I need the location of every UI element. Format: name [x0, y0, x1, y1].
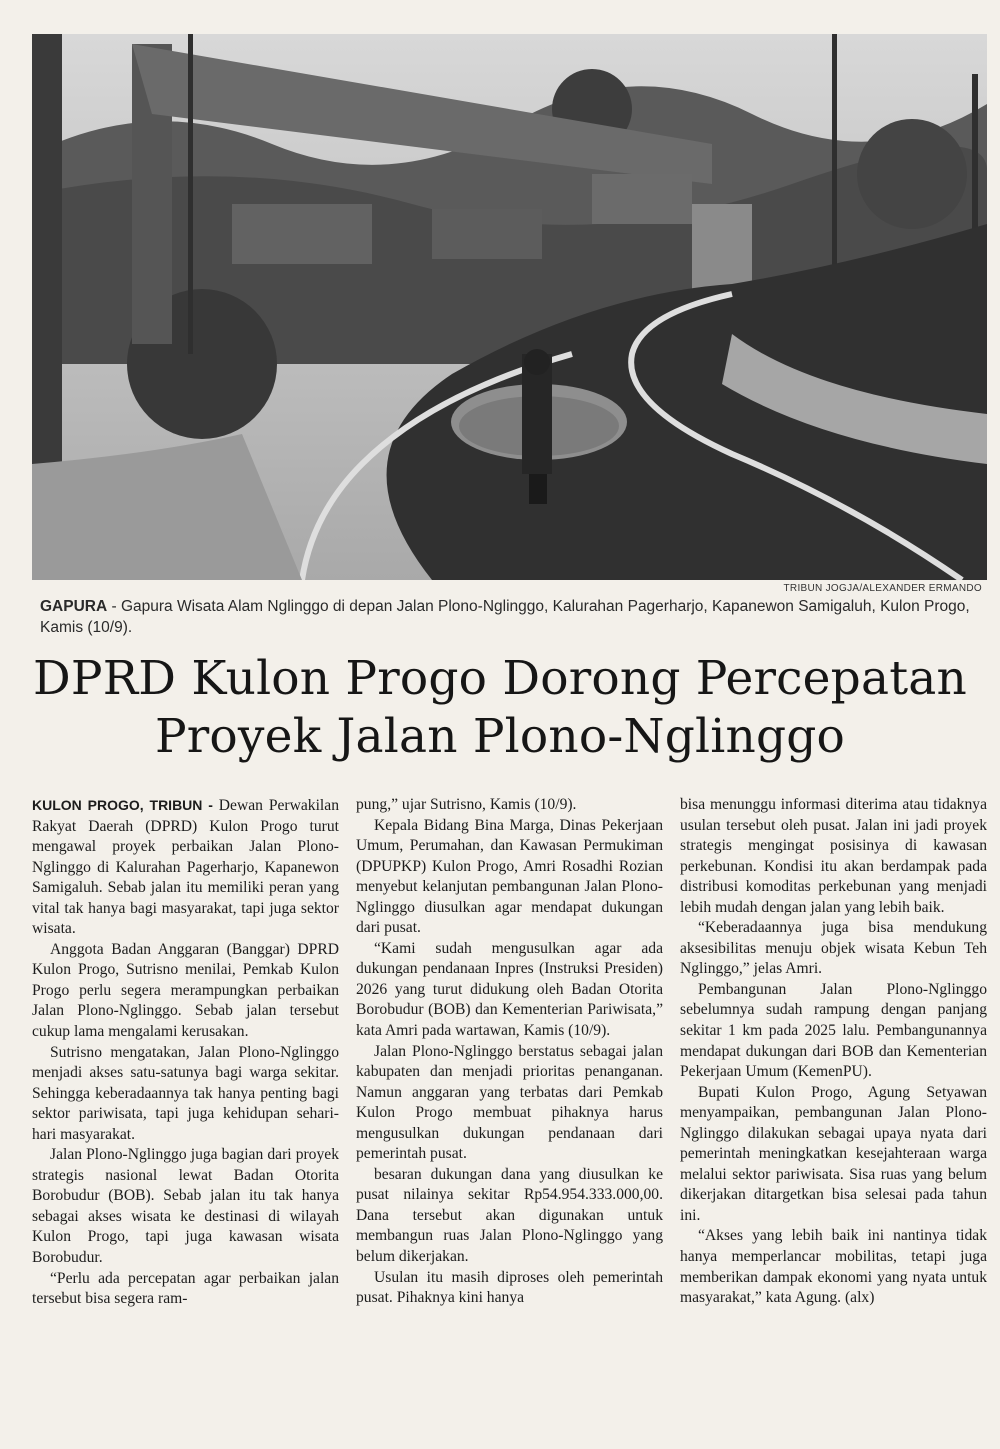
- article-paragraph: “Perlu ada percepatan agar perbaikan jalan tersebut bisa segera ram-: [32, 1269, 339, 1308]
- article-paragraph: Anggota Badan Anggaran (Banggar) DPRD Kulon Progo, Sutrisno menilai, Pemkab Kulon Progo perlu segera merampungkan perbaikan Jalan Plono-Nglinggo. Sebab jalan tersebut cukup lama mengalami kerusakan.: [32, 940, 339, 1041]
- article-paragraph: Pembangunan Jalan Plono-Nglinggo sebelumnya sudah rampung dengan panjang sekitar 1 km pada 2025 lalu. Pembangunannya mendapat dukungan dari BOB dan Kementerian Pekerjaan Umum (KemenPU).: [680, 980, 987, 1081]
- article-column-2: [356, 795, 663, 1440]
- headline: [20, 650, 980, 766]
- article-paragraph: Sutrisno mengatakan, Jalan Plono-Nglinggo menjadi akses satu-satunya bagi warga sekitar. Sehingga keberadaannya tak hanya penting bagi sektor pariwisata, tapi juga kehidupan sehari-hari masyarakat.: [32, 1043, 339, 1143]
- article-paragraph: Jalan Plono-Nglinggo berstatus sebagai jalan kabupaten dan menjadi prioritas penanganan. Namun anggaran yang terbatas dari Pemkab Kulon Progo membuat pihaknya harus mengusulkan dukungan pendanaan dari pemerintah pusat.: [356, 1042, 663, 1163]
- article-paragraph: KULON PROGO, TRIBUN - Dewan Perwakilan Rakyat Daerah (DPRD) Kulon Progo turut mengawal proyek perbaikan Jalan Plono-Nglinggo di Kalurahan Pagerharjo, Kapanewon Samigaluh. Sebab jalan itu memiliki peran yang vital tak hanya bagi masyarakat, tapi juga sektor wisata.: [32, 797, 339, 938]
- article-paragraph: Usulan itu masih diproses oleh pemerintah pusat. Pihaknya kini hanya: [356, 1268, 663, 1307]
- article-paragraph: Kepala Bidang Bina Marga, Dinas Pekerjaan Umum, Perumahan, dan Kawasan Permukiman (DPUPKP) Kulon Progo, Amri Rosadhi Rozian menyebut kelanjutan pembangunan Jalan Plono-Nglinggo diusulkan agar mendapat dukungan dari pusat.: [356, 816, 663, 937]
- photo-caption: [40, 596, 985, 638]
- headline-line-1: DPRD Kulon Progo Dorong Percepatan: [33, 651, 967, 706]
- article-paragraph: besaran dukungan dana yang diusulkan ke pusat nilainya sekitar Rp54.954.333.000,00. Dana tersebut akan digunakan untuk membangun ruas Jalan Plono-Nglinggo yang belum dikerjakan.: [356, 1165, 663, 1266]
- dateline: KULON PROGO, TRIBUN -: [32, 797, 219, 813]
- headline-line-2: Proyek Jalan Plono-Nglinggo: [154, 709, 846, 764]
- article-paragraph: “Akses yang lebih baik ini nantinya tidak hanya memperlancar mobilitas, tetapi juga memberikan dampak ekonomi yang nyata untuk masyarakat,” kata Agung. (alx): [680, 1227, 987, 1307]
- article-paragraph: bisa menunggu informasi diterima atau tidaknya usulan tersebut oleh pusat. Jalan ini jadi proyek strategis mengingat posisinya di kawasan perkebunan. Kondisi itu akan berdampak pada distribusi komoditas perkebunan yang menjadi lebih mudah dengan jalan yang lebih baik.: [680, 796, 987, 916]
- article-paragraph: Bupati Kulon Progo, Agung Setyawan menyampaikan, pembangunan Jalan Plono-Nglinggo dilakukan sebagai upaya nyata dari pemerintah meningkatkan kesejahteraan warga melalui sektor pariwisata. Sisa ruas yang belum dikerjakan ditargetkan bisa selesai pada tahun ini.: [680, 1083, 987, 1224]
- road-gate-photo: [32, 34, 987, 580]
- article-paragraph: pung,” ujar Sutrisno, Kamis (10/9).: [356, 796, 577, 813]
- article-paragraph: Jalan Plono-Nglinggo juga bagian dari proyek strategis nasional lewat Badan Otorita Borobudur (BOB). Sebab jalan itu tak hanya sebagai akses wisata ke destinasi di wilayah Kulon Progo, tapi juga kawasan wisata Borobudur.: [32, 1146, 339, 1267]
- article-column-1: [32, 795, 339, 1440]
- article-body: [32, 795, 987, 1440]
- caption-text: Gapura Wisata Alam Nglinggo di depan Jalan Plono-Nglinggo, Kalurahan Pagerharjo, Kapanewon Samigaluh, Kulon Progo, Kamis (10/9).: [40, 598, 970, 636]
- caption-separator: -: [107, 598, 121, 615]
- article-paragraph: “Kami sudah mengusulkan agar ada dukungan pendanaan Inpres (Instruksi Presiden) 2026 yang turut didukung oleh Badan Otorita Borobudur (BOB) dan Kementerian Pariwisata,” kata Amri pada wartawan, Kamis (10/9).: [356, 939, 663, 1040]
- caption-label: GAPURA: [40, 598, 108, 615]
- article-column-3: [680, 795, 987, 1440]
- article-paragraph: “Keberadaannya juga bisa mendukung aksesibilitas menuju objek wisata Kebun Teh Nglinggo,” jelas Amri.: [680, 919, 987, 978]
- news-photo: [32, 34, 987, 580]
- photo-credit: TRIBUN JOGJA/ALEXANDER ERMANDO: [783, 583, 982, 594]
